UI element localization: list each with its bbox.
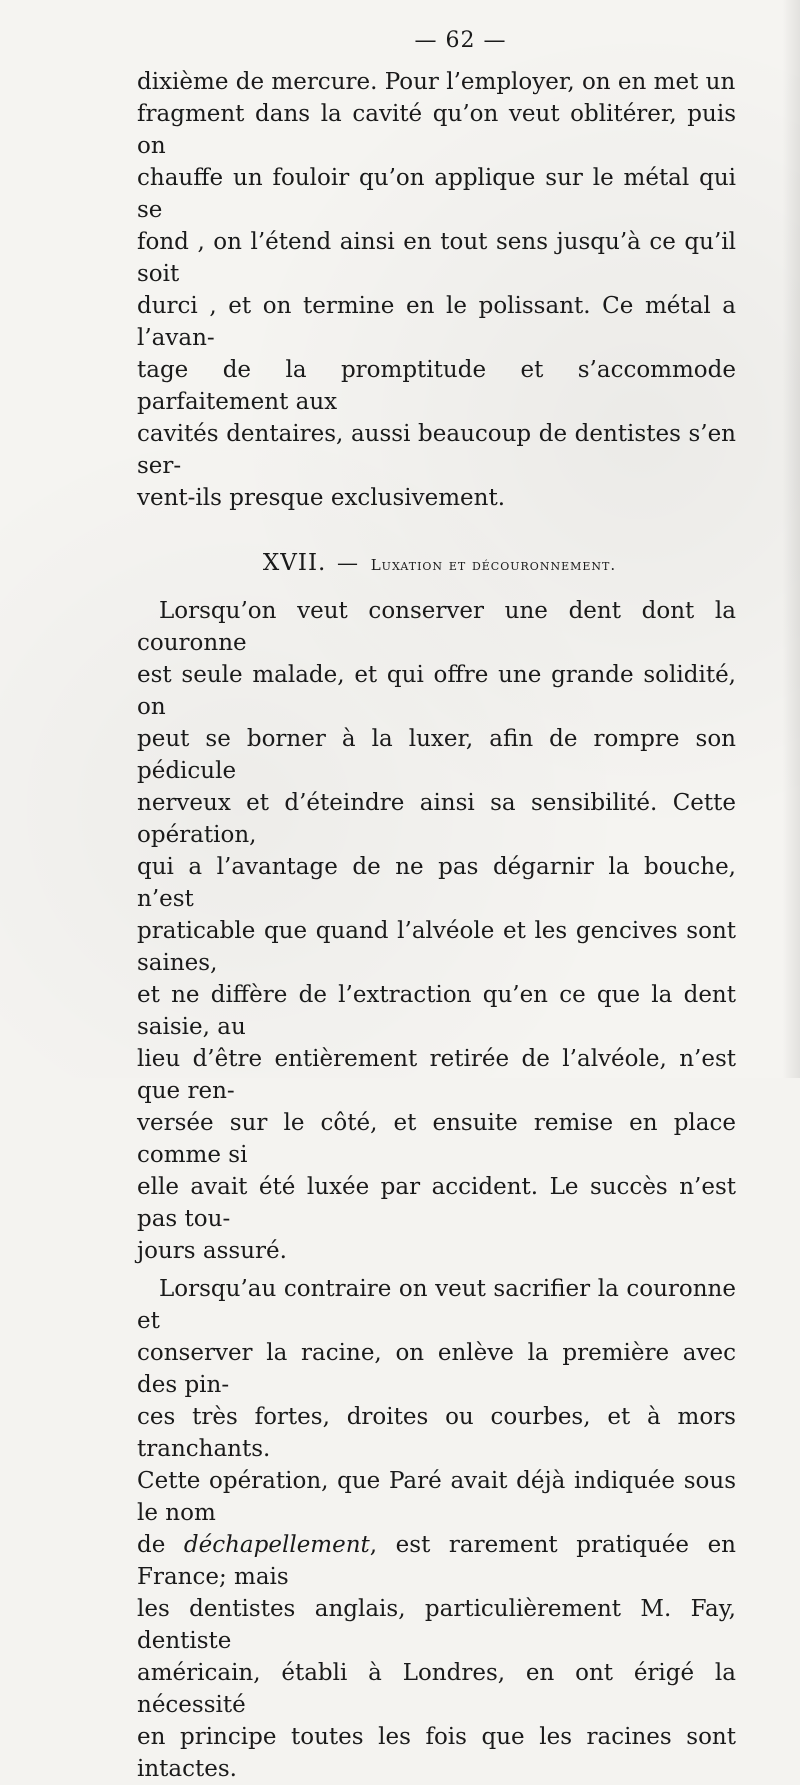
paragraph-3-line: ces très fortes, droites ou courbes, et à mors tranchants. — [137, 1404, 736, 1462]
page-number: — 62 — — [414, 28, 507, 53]
paragraph-2-line: praticable que quand l’alvéole et les gencives sont saines, — [137, 918, 736, 976]
paragraph-2-line: versée sur le côté, et ensuite remise en place comme si — [137, 1110, 736, 1168]
paragraph-1-line: fragment dans la cavité qu’on veut oblitérer, puis on — [137, 101, 736, 159]
section-number: XVII. — [262, 550, 327, 576]
paragraph-3-line: conserver la racine, on enlève la première avec des pin- — [137, 1340, 736, 1398]
paragraph-2-line: jours assuré. — [137, 1238, 287, 1264]
paragraph-2-line: elle avait été luxée par accident. Le succès n’est pas tou- — [137, 1174, 736, 1232]
paragraph-3-line: américain, établi à Londres, en ont érigé la nécessité — [137, 1660, 736, 1718]
paragraph-3-line: les dentistes anglais, particulièrement M. Fay, dentiste — [137, 1596, 736, 1654]
paragraph-1-line: durci , et on termine en le polissant. Ce métal a l’avan- — [137, 293, 736, 351]
paragraph-2-line: est seule malade, et qui offre une grande solidité, on — [137, 662, 736, 720]
paragraph-1-line: chauffe un fouloir qu’on applique sur le métal qui se — [137, 165, 736, 223]
paragraph-3-line: Cette opération, que Paré avait déjà indiquée sous le nom — [137, 1468, 736, 1526]
line-5-suffix: , est rarement pratiquée en France; mais — [137, 1532, 736, 1590]
section-heading — [137, 552, 736, 575]
paragraph-3-line — [137, 1529, 736, 1593]
paragraph-1-line: tage de la promptitude et s’accommode parfaitement aux — [137, 357, 736, 415]
paragraph-3-line: en principe toutes les fois que les racines sont intactes. — [137, 1724, 736, 1782]
paragraph-1 — [137, 66, 736, 514]
paragraph-1-line: cavités dentaires, aussi beaucoup de dentistes s’en ser- — [137, 421, 736, 479]
italic-term: déchapellement — [183, 1532, 370, 1558]
paragraph-2-line: nerveux et d’éteindre ainsi sa sensibilité. Cette opération, — [137, 790, 736, 848]
paragraph-2-line: et ne diffère de l’extraction qu’en ce que la dent saisie, au — [137, 982, 736, 1040]
section-dash: — — [337, 551, 359, 575]
paragraph-1-line: vent-ils presque exclusivement. — [137, 485, 506, 511]
line-5-prefix: de — [137, 1532, 184, 1558]
paragraph-2-line: Lorsqu’on veut conserver une dent dont la couronne — [137, 598, 736, 656]
paragraph-2 — [137, 595, 736, 1267]
paragraph-2-line: peut se borner à la luxer, afin de rompre son pédicule — [137, 726, 736, 784]
section-title: Luxation et découronnement. — [370, 556, 617, 574]
paragraph-2-line: qui a l’avantage de ne pas dégarnir la bouche, n’est — [137, 854, 736, 912]
paragraph-1-line: fond , on l’étend ainsi en tout sens jusqu’à ce qu’il soit — [137, 229, 736, 287]
paragraph-3-line: Lorsqu’au contraire on veut sacrifier la couronne et — [137, 1276, 736, 1334]
paragraph-3 — [137, 1273, 736, 1785]
paragraph-2-line: lieu d’être entièrement retirée de l’alvéole, n’est que ren- — [137, 1046, 736, 1104]
paragraph-1-line: dixième de mercure. Pour l’employer, on en met un — [137, 69, 736, 95]
